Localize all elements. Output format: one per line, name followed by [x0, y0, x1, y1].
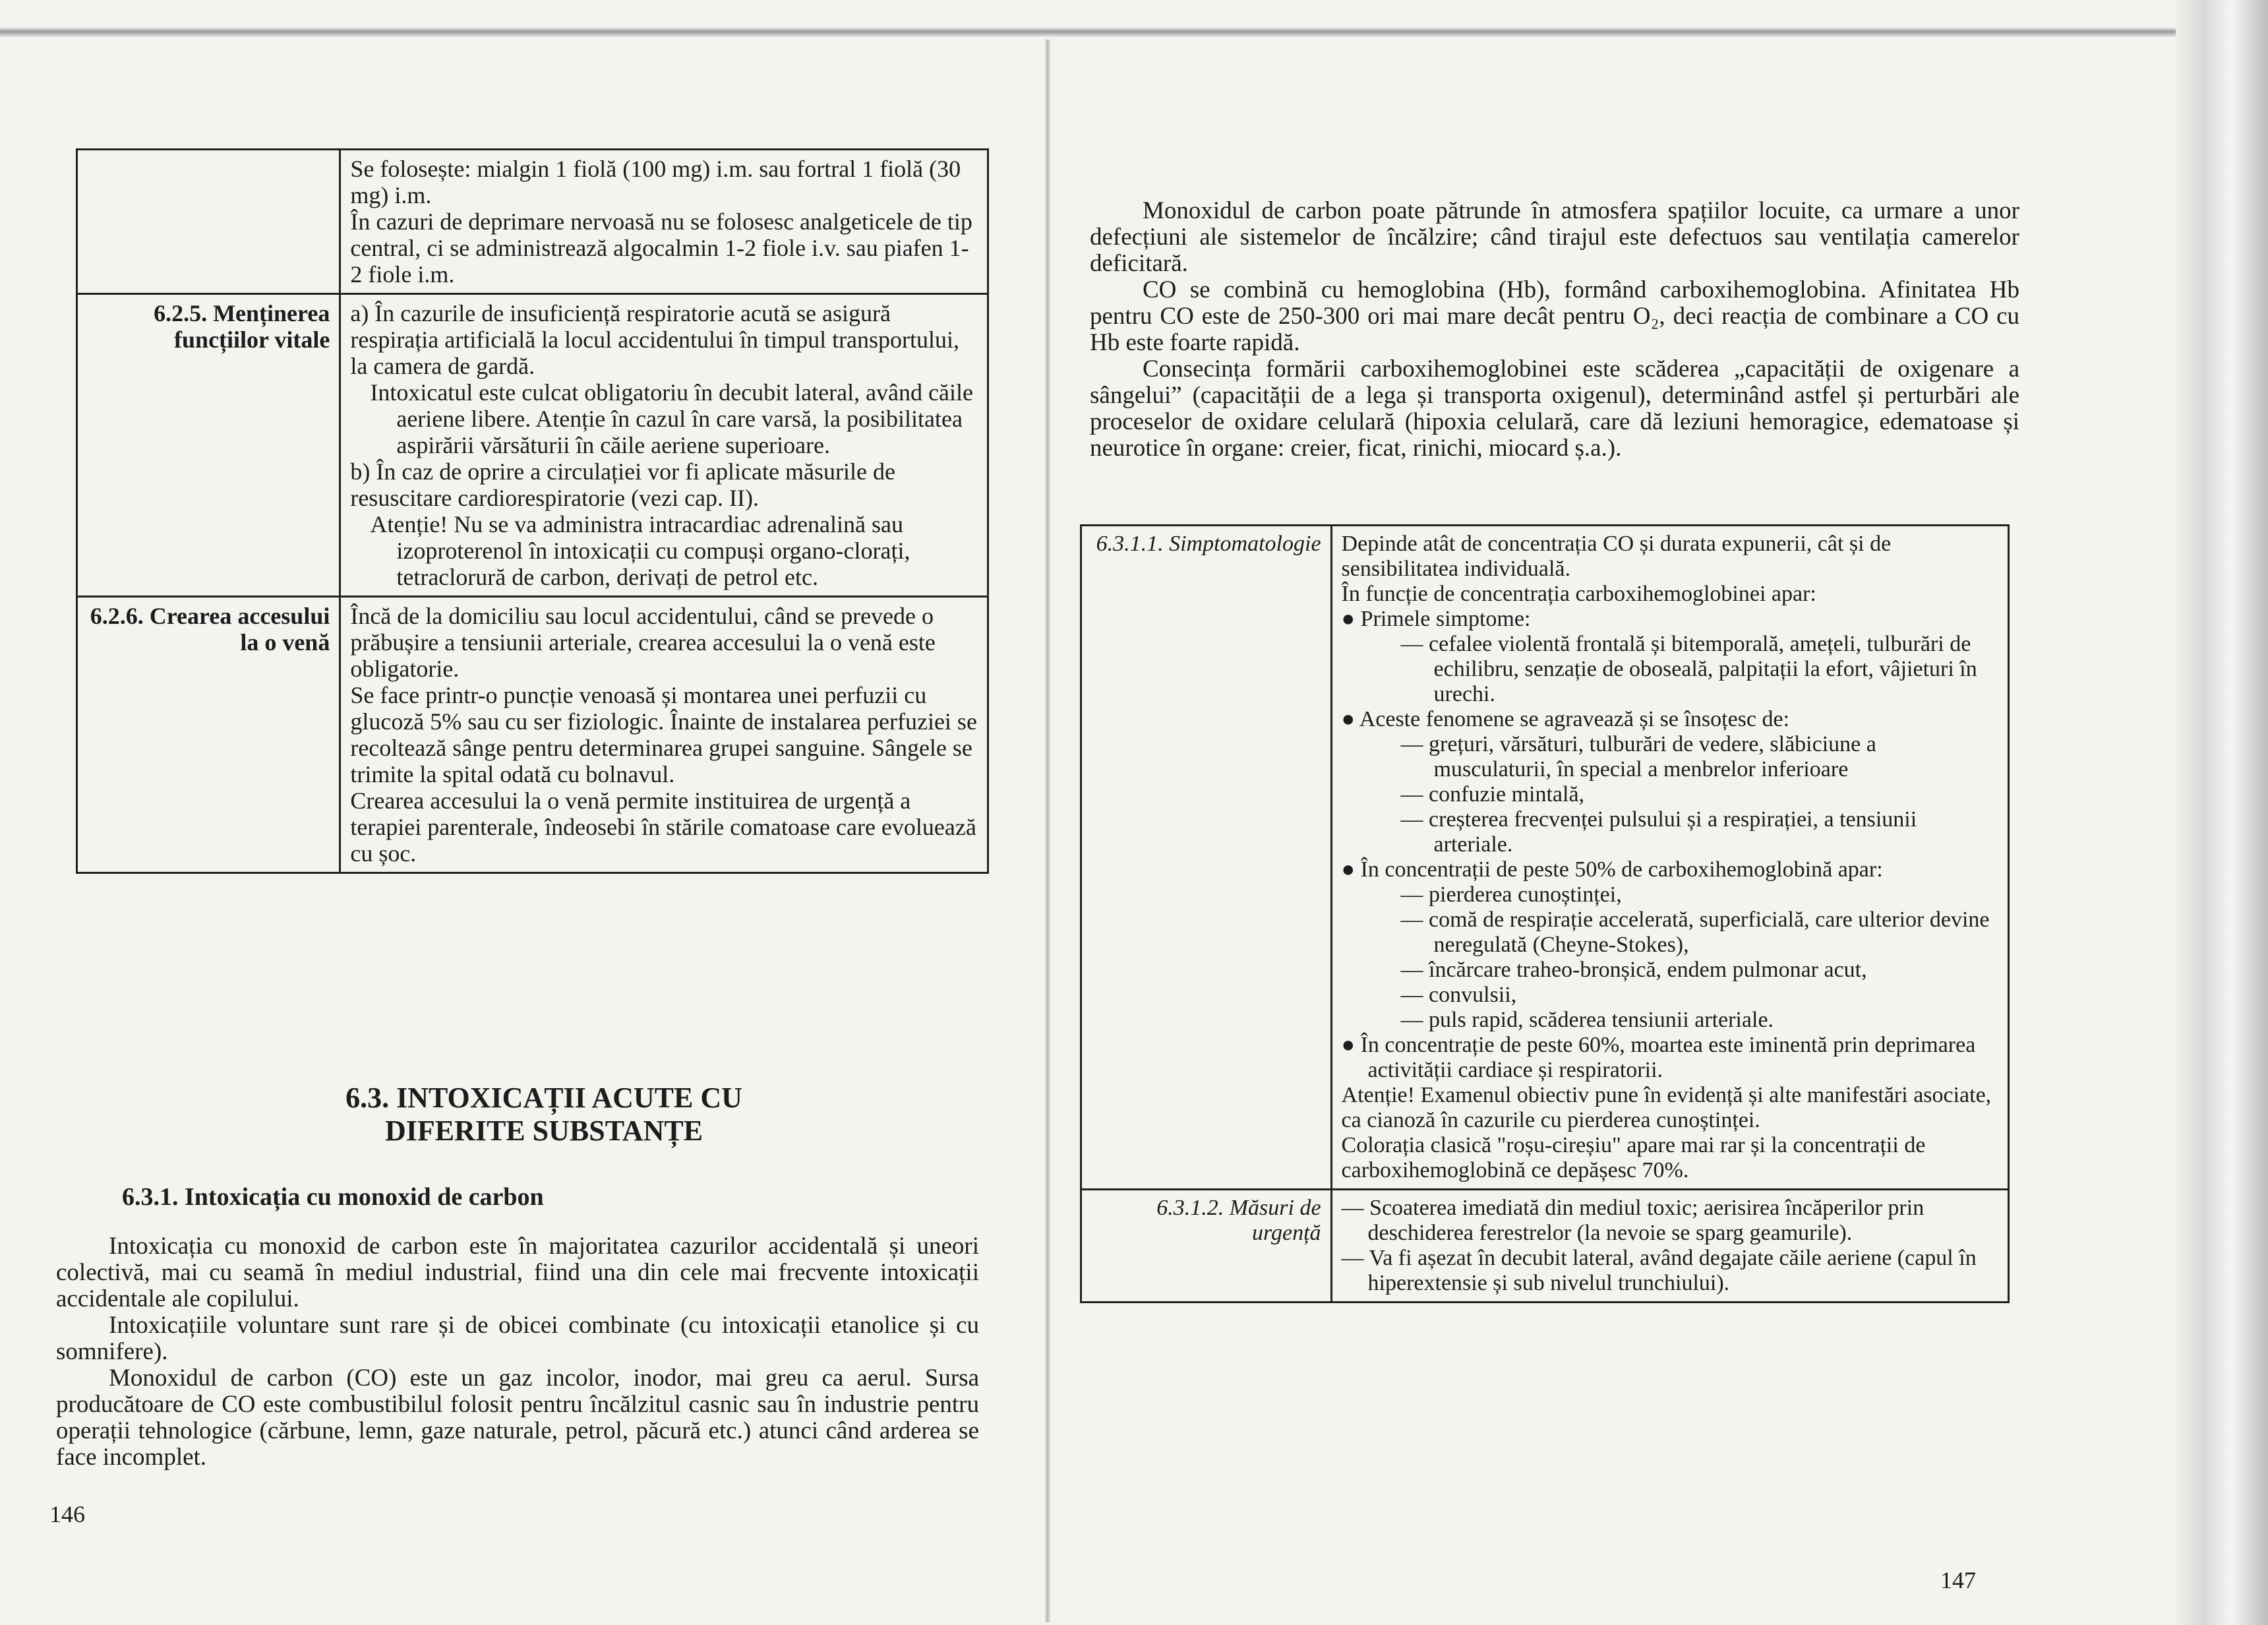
scan-top-edge: [0, 26, 2268, 37]
body-text: Intoxicația cu monoxid de carbon este în majoritatea cazurilor accidentală și uneori colectivă, mai cu seamă în mediul industrial, fiind una din cele mai frecvente intoxicații accidentale ale copilului. Intoxicațiile voluntare sunt rare și de obicei combinate (cu intoxicații etanolice și cu somnifere). Monoxidul de carbon (CO) este un gaz incolor, inodor, mai greu ca aerul. Sursa producătoare de CO este combustibilul folosit pentru încălzitul casnic sau în industrie pentru operații tehnologice (cărbune, lemn, gaze naturale, petrol, păcură etc.) atunci când arderea se face incomplet.: [56, 1233, 979, 1471]
page-number: 147: [1940, 1567, 1976, 1593]
row-content: Încă de la domiciliu sau locul accidentului, când se prevede o prăbușire a tensiunii arteriale, crearea accesului la o venă este obligatorie. Se face printr-o puncție venoasă și montarea unei perfuzii cu glucoză 5% sau cu ser fiziologic. Înainte de instalarea perfuziei se recoltează sânge pentru determinarea grupei sanguine. Sângele se trimite la spital odată cu bolnavul. Crearea accesului la o venă permite instituirea de urgență a terapiei parenterale, îndeosebi în stările comatoase care evoluează cu șoc.: [340, 597, 988, 873]
section-title: 6.3. INTOXICAȚII ACUTE CU DIFERITE SUBSTANȚE: [345, 1082, 742, 1147]
book-gutter: [1045, 40, 1050, 1622]
table-row: [77, 150, 988, 294]
table-row: [77, 597, 988, 873]
page-number: 146: [49, 1501, 85, 1527]
left-table: [76, 148, 989, 874]
row-label: 6.2.5. Menținerea funcțiilor vitale: [77, 294, 340, 597]
table-row: [1081, 1190, 2009, 1303]
row-label: 6.2.6. Crearea accesului la o venă: [77, 597, 340, 873]
row-content: a) În cazurile de insuficiență respiratorie acută se asigură respirația artificială la locul accidentului în timpul transportului, la camera de gardă. Intoxicatul este culcat obligatoriu în decubit lateral, având căile aeriene libere. Atenție în cazul în care varsă, la posibilitatea aspirării vărsăturii în căile aeriene superioare. b) În caz de oprire a circulației vor fi aplicate măsurile de resuscitare cardiorespiratorie (vezi cap. II). Atenție! Nu se va administra intracardiac adrenalină sau izoproterenol în intoxicații cu compuși organo-clorați, tetraclorură de carbon, derivați de petrol etc.: [340, 294, 988, 597]
subsection-title: 6.3.1. Intoxicația cu monoxid de carbon: [122, 1183, 544, 1211]
row-content: Se folosește: mialgin 1 fiolă (100 mg) i.m. sau fortral 1 fiolă (30 mg) i.m. În cazuri de deprimare nervoasă nu se folosesc analgeticele de tip central, ci se administrează algocalmin 1-2 fiole i.v. sau piafen 1-2 fiole i.m.: [340, 150, 988, 294]
table-row: [77, 294, 988, 597]
row-label: 6.3.1.2. Măsuri de urgență: [1081, 1190, 1332, 1303]
row-content: Depinde atât de concentrația CO și durata expunerii, cât și de sensibilitatea individuală. În funcție de concentrația carboxihemoglobinei apar: ● Primele simptome: — cefalee violentă frontală și bitemporală, amețeli, tulburări de echilibru, senzație de oboseală, palpitații la efort, vâjieturi în urechi. ● Aceste fenomene se agravează și se însoțesc de: — grețuri, vărsături, tulburări de vedere, slăbiciune a musculaturii, în special a menbrelor inferioare — confuzie mintală, — creșterea frecvenței pulsului și a respirației, a tensiunii arteriale. ● În concentrații de peste 50% de carboxihemoglobină apar: — pierderea cunoștinței, — comă de respirație accelerată, superficială, care ulterior devine neregulată (Cheyne-Stokes), — încărcare traheo-bronșică, endem pulmonar acut, — convulsii, — puls rapid, scăderea tensiunii arteriale. ● În concentrație de peste 60%, moartea este iminentă prin deprimarea activității cardiace și respiratorii. Atenție! Examenul obiectiv pune în evidență și alte manifestări asociate, ca cianoză în cazurile cu pierderea cunoștinței. Colorația clasică "roșu-cireșiu" apare mai rar și la concentrații de carboxihemoglobină ce depășesc 70%.: [1331, 526, 2008, 1190]
left-page: [0, 40, 1045, 1625]
right-page: [1050, 40, 2176, 1625]
right-table: [1080, 524, 2010, 1303]
scan-right-edge: [2176, 0, 2268, 1625]
row-label: [77, 150, 340, 294]
row-label: 6.3.1.1. Simptomatologie: [1081, 526, 1332, 1190]
body-text: Monoxidul de carbon poate pătrunde în atmosfera spațiilor locuite, ca urmare a unor defecțiuni ale sistemelor de încălzire; când tirajul este defectuos sau ventilația camerelor deficitară. CO se combină cu hemoglobina (Hb), formând carboxihemoglobina. Afinitatea Hb pentru CO este de 250-300 ori mai mare decât pentru O₂, deci reacția de combinare a CO cu Hb este foarte rapidă. Consecința formării carboxihemoglobinei este scăderea „capacității de oxigenare a sângelui” (capacității de a lega și transporta oxigenul), determinând astfel și perturbări ale proceselor de oxidare celulară (hipoxia celulară, care dă leziuni hemoragice, edematoase și neurotice în organe: creier, ficat, rinichi, miocard ș.a.).: [1090, 197, 2019, 462]
table-row: [1081, 526, 2009, 1190]
row-content: — Scoaterea imediată din mediul toxic; aerisirea încăperilor prin deschiderea ferestrelor (la nevoie se sparg geamurile). — Va fi așezat în decubit lateral, având degajate căile aeriene (capul în hiperextensie și sub nivelul trunchiului).: [1331, 1190, 2008, 1303]
